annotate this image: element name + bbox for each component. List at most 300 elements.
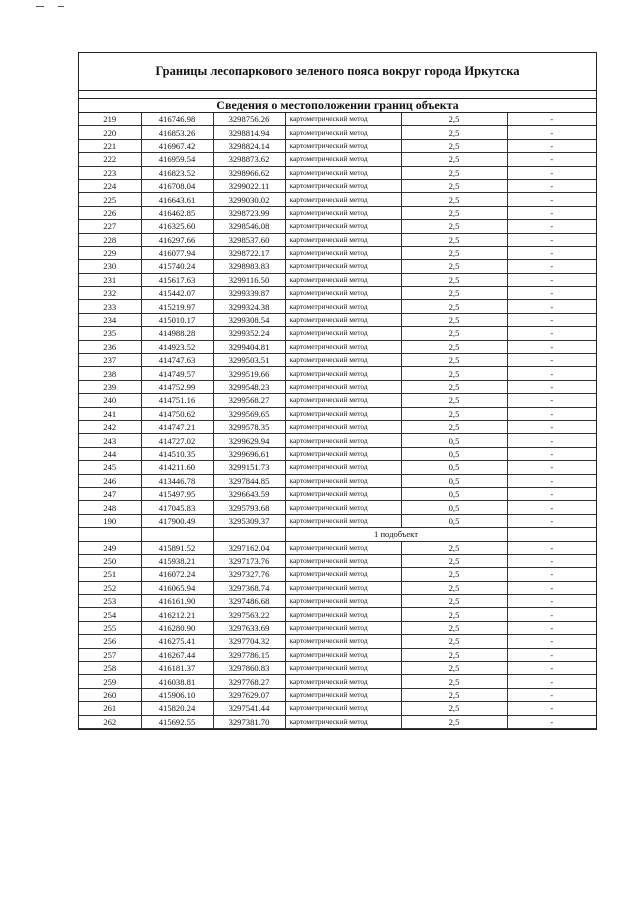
determination-method-cell: картометрический метод (285, 327, 401, 340)
x-coordinate-cell: 415442.07 (141, 287, 213, 300)
accuracy-value-cell: 2,5 (401, 688, 507, 701)
x-coordinate-cell: 416967.42 (141, 139, 213, 152)
accuracy-value-cell: 2,5 (401, 407, 507, 420)
x-coordinate-cell: 414747.21 (141, 420, 213, 433)
table-row (79, 554, 596, 567)
table-row (79, 702, 596, 715)
accuracy-value-cell: 2,5 (401, 206, 507, 219)
x-coordinate-cell: 416275.41 (141, 635, 213, 648)
extra-value-cell: - (507, 554, 596, 567)
determination-method-cell: картометрический метод (285, 621, 401, 634)
extra-value-cell: - (507, 126, 596, 139)
determination-method-cell: картометрический метод (285, 407, 401, 420)
accuracy-value-cell: 2,5 (401, 246, 507, 259)
extra-value-cell: - (507, 675, 596, 688)
y-coordinate-cell: 3297768.27 (213, 675, 285, 688)
extra-value-cell: - (507, 474, 596, 487)
determination-method-cell: картометрический метод (285, 367, 401, 380)
point-number-cell: 251 (79, 568, 141, 581)
accuracy-value-cell: 2,5 (401, 648, 507, 661)
y-coordinate-cell: 3298824.14 (213, 139, 285, 152)
accuracy-value-cell: 2,5 (401, 581, 507, 594)
point-number-cell: 237 (79, 354, 141, 367)
accuracy-value-cell: 2,5 (401, 420, 507, 433)
accuracy-value-cell: 2,5 (401, 675, 507, 688)
y-coordinate-cell: 3298546.08 (213, 220, 285, 233)
table-row (79, 206, 596, 219)
point-number-cell: 254 (79, 608, 141, 621)
y-coordinate-cell: 3297629.07 (213, 688, 285, 701)
determination-method-cell: картометрический метод (285, 354, 401, 367)
point-number-cell: 229 (79, 246, 141, 259)
table-row (79, 126, 596, 139)
accuracy-value-cell: 2,5 (401, 621, 507, 634)
point-number-cell: 260 (79, 688, 141, 701)
x-coordinate-cell: 415219.97 (141, 300, 213, 313)
determination-method-cell: картометрический метод (285, 514, 401, 527)
x-coordinate-cell: 416823.52 (141, 166, 213, 179)
determination-method-cell: картометрический метод (285, 474, 401, 487)
extra-value-cell: - (507, 648, 596, 661)
table-row (79, 407, 596, 420)
y-coordinate-cell: 3299519.66 (213, 367, 285, 380)
extra-value-cell: - (507, 621, 596, 634)
point-number-cell: 244 (79, 447, 141, 460)
point-number-cell: 252 (79, 581, 141, 594)
y-coordinate-cell: 3297844.85 (213, 474, 285, 487)
table-row (79, 367, 596, 380)
table-row (79, 166, 596, 179)
table-row (79, 233, 596, 246)
accuracy-value-cell: 2,5 (401, 166, 507, 179)
determination-method-cell: картометрический метод (285, 313, 401, 326)
determination-method-cell: картометрический метод (285, 193, 401, 206)
accuracy-value-cell: 0,5 (401, 487, 507, 500)
point-number-cell: 228 (79, 233, 141, 246)
y-coordinate-cell: 3297327.76 (213, 568, 285, 581)
y-coordinate-cell: 3298722.17 (213, 246, 285, 259)
extra-value-cell: - (507, 327, 596, 340)
x-coordinate-cell: 415010.17 (141, 313, 213, 326)
extra-value-cell: - (507, 461, 596, 474)
x-coordinate-cell: 416280.90 (141, 621, 213, 634)
x-coordinate-cell: 414747.63 (141, 354, 213, 367)
extra-value-cell: - (507, 394, 596, 407)
y-coordinate-cell: 3299568.27 (213, 394, 285, 407)
table-row (79, 635, 596, 648)
extra-value-cell: - (507, 246, 596, 259)
extra-value-cell: - (507, 153, 596, 166)
x-coordinate-cell: 414727.02 (141, 434, 213, 447)
y-coordinate-cell: 3297381.70 (213, 715, 285, 728)
determination-method-cell: картометрический метод (285, 541, 401, 554)
x-coordinate-cell: 415938.21 (141, 554, 213, 567)
accuracy-value-cell: 2,5 (401, 260, 507, 273)
extra-value-cell: - (507, 487, 596, 500)
accuracy-value-cell: 2,5 (401, 313, 507, 326)
y-coordinate-cell: 3295793.68 (213, 501, 285, 514)
point-number-cell: 234 (79, 313, 141, 326)
extra-value-cell: - (507, 139, 596, 152)
determination-method-cell: картометрический метод (285, 648, 401, 661)
table-row (79, 394, 596, 407)
accuracy-value-cell: 2,5 (401, 662, 507, 675)
extra-value-cell: - (507, 113, 596, 126)
table-row (79, 153, 596, 166)
point-number-cell: 256 (79, 635, 141, 648)
accuracy-value-cell: 2,5 (401, 327, 507, 340)
determination-method-cell: картометрический метод (285, 139, 401, 152)
table-row (79, 514, 596, 527)
accuracy-value-cell: 2,5 (401, 380, 507, 393)
x-coordinate-cell: 415891.52 (141, 541, 213, 554)
point-number-cell: 238 (79, 367, 141, 380)
x-coordinate-cell: 415740.24 (141, 260, 213, 273)
table-row (79, 461, 596, 474)
subobject-empty-cell (213, 528, 285, 541)
determination-method-cell: картометрический метод (285, 220, 401, 233)
y-coordinate-cell: 3299030.02 (213, 193, 285, 206)
point-number-cell: 221 (79, 139, 141, 152)
table-row (79, 327, 596, 340)
point-number-cell: 250 (79, 554, 141, 567)
table-row (79, 113, 596, 126)
accuracy-value-cell: 0,5 (401, 434, 507, 447)
determination-method-cell: картометрический метод (285, 595, 401, 608)
point-number-cell: 241 (79, 407, 141, 420)
point-number-cell: 236 (79, 340, 141, 353)
scan-mark (58, 6, 64, 7)
table-row (79, 193, 596, 206)
point-number-cell: 225 (79, 193, 141, 206)
subobject-empty-cell (79, 528, 141, 541)
x-coordinate-cell: 414749.57 (141, 367, 213, 380)
point-number-cell: 247 (79, 487, 141, 500)
extra-value-cell: - (507, 340, 596, 353)
determination-method-cell: картометрический метод (285, 461, 401, 474)
extra-value-cell: - (507, 179, 596, 192)
point-number-cell: 231 (79, 273, 141, 286)
extra-value-cell: - (507, 702, 596, 715)
determination-method-cell: картометрический метод (285, 380, 401, 393)
point-number-cell: 230 (79, 260, 141, 273)
extra-value-cell: - (507, 313, 596, 326)
extra-value-cell: - (507, 434, 596, 447)
extra-value-cell: - (507, 380, 596, 393)
table-row (79, 568, 596, 581)
point-number-cell: 255 (79, 621, 141, 634)
table-row (79, 313, 596, 326)
x-coordinate-cell: 415692.55 (141, 715, 213, 728)
accuracy-value-cell: 0,5 (401, 461, 507, 474)
point-number-cell: 253 (79, 595, 141, 608)
y-coordinate-cell: 3299503.51 (213, 354, 285, 367)
accuracy-value-cell: 2,5 (401, 153, 507, 166)
x-coordinate-cell: 416072.24 (141, 568, 213, 581)
y-coordinate-cell: 3298723.99 (213, 206, 285, 219)
accuracy-value-cell: 2,5 (401, 220, 507, 233)
point-number-cell: 249 (79, 541, 141, 554)
accuracy-value-cell: 2,5 (401, 287, 507, 300)
subobject-empty-cell (507, 528, 596, 541)
accuracy-value-cell: 2,5 (401, 715, 507, 728)
extra-value-cell: - (507, 541, 596, 554)
extra-value-cell: - (507, 420, 596, 433)
x-coordinate-cell: 416708.04 (141, 179, 213, 192)
subobject-label: 1 подобъект (285, 528, 507, 541)
extra-value-cell: - (507, 595, 596, 608)
determination-method-cell: картометрический метод (285, 287, 401, 300)
accuracy-value-cell: 2,5 (401, 193, 507, 206)
point-number-cell: 242 (79, 420, 141, 433)
x-coordinate-cell: 417900.49 (141, 514, 213, 527)
y-coordinate-cell: 3297162.04 (213, 541, 285, 554)
table-row (79, 474, 596, 487)
determination-method-cell: картометрический метод (285, 581, 401, 594)
point-number-cell: 220 (79, 126, 141, 139)
table-row (79, 541, 596, 554)
y-coordinate-cell: 3297173.76 (213, 554, 285, 567)
table-row (79, 648, 596, 661)
x-coordinate-cell: 416297.66 (141, 233, 213, 246)
extra-value-cell: - (507, 688, 596, 701)
extra-value-cell: - (507, 662, 596, 675)
table-row (79, 608, 596, 621)
accuracy-value-cell: 2,5 (401, 541, 507, 554)
accuracy-value-cell: 0,5 (401, 447, 507, 460)
accuracy-value-cell: 2,5 (401, 354, 507, 367)
table-row (79, 420, 596, 433)
x-coordinate-cell: 414510.35 (141, 447, 213, 460)
accuracy-value-cell: 2,5 (401, 179, 507, 192)
extra-value-cell: - (507, 635, 596, 648)
determination-method-cell: картометрический метод (285, 662, 401, 675)
y-coordinate-cell: 3299548.23 (213, 380, 285, 393)
determination-method-cell: картометрический метод (285, 394, 401, 407)
accuracy-value-cell: 2,5 (401, 233, 507, 246)
y-coordinate-cell: 3298966.62 (213, 166, 285, 179)
table-row (79, 688, 596, 701)
x-coordinate-cell: 417045.83 (141, 501, 213, 514)
x-coordinate-cell: 416325.60 (141, 220, 213, 233)
x-coordinate-cell: 415820.24 (141, 702, 213, 715)
accuracy-value-cell: 2,5 (401, 554, 507, 567)
point-number-cell: 257 (79, 648, 141, 661)
x-coordinate-cell: 416077.94 (141, 246, 213, 259)
point-number-cell: 222 (79, 153, 141, 166)
point-number-cell: 245 (79, 461, 141, 474)
section-subtitle: Сведения о местоположении границ объекта (79, 99, 596, 113)
y-coordinate-cell: 3298873.62 (213, 153, 285, 166)
y-coordinate-cell: 3295309.37 (213, 514, 285, 527)
table-row (79, 715, 596, 728)
accuracy-value-cell: 0,5 (401, 514, 507, 527)
determination-method-cell: картометрический метод (285, 420, 401, 433)
extra-value-cell: - (507, 260, 596, 273)
boundary-document (78, 52, 597, 730)
table-row (79, 287, 596, 300)
x-coordinate-cell: 416959.54 (141, 153, 213, 166)
accuracy-value-cell: 2,5 (401, 595, 507, 608)
extra-value-cell: - (507, 206, 596, 219)
point-number-cell: 224 (79, 179, 141, 192)
table-row (79, 246, 596, 259)
determination-method-cell: картометрический метод (285, 568, 401, 581)
y-coordinate-cell: 3296643.59 (213, 487, 285, 500)
point-number-cell: 261 (79, 702, 141, 715)
determination-method-cell: картометрический метод (285, 608, 401, 621)
table-row (79, 501, 596, 514)
extra-value-cell: - (507, 233, 596, 246)
y-coordinate-cell: 3299578.35 (213, 420, 285, 433)
y-coordinate-cell: 3299151.73 (213, 461, 285, 474)
extra-value-cell: - (507, 514, 596, 527)
table-row (79, 220, 596, 233)
y-coordinate-cell: 3299324.38 (213, 300, 285, 313)
accuracy-value-cell: 2,5 (401, 113, 507, 126)
x-coordinate-cell: 416038.81 (141, 675, 213, 688)
table-row (79, 621, 596, 634)
accuracy-value-cell: 2,5 (401, 367, 507, 380)
x-coordinate-cell: 416065.94 (141, 581, 213, 594)
x-coordinate-cell: 415617.63 (141, 273, 213, 286)
determination-method-cell: картометрический метод (285, 554, 401, 567)
y-coordinate-cell: 3297563.22 (213, 608, 285, 621)
y-coordinate-cell: 3297860.83 (213, 662, 285, 675)
y-coordinate-cell: 3297704.32 (213, 635, 285, 648)
determination-method-cell: картометрический метод (285, 273, 401, 286)
extra-value-cell: - (507, 193, 596, 206)
accuracy-value-cell: 2,5 (401, 702, 507, 715)
determination-method-cell: картометрический метод (285, 447, 401, 460)
table-row (79, 139, 596, 152)
table-row (79, 380, 596, 393)
extra-value-cell: - (507, 568, 596, 581)
extra-value-cell: - (507, 608, 596, 621)
point-number-cell: 227 (79, 220, 141, 233)
y-coordinate-cell: 3299116.50 (213, 273, 285, 286)
extra-value-cell: - (507, 166, 596, 179)
table-row (79, 447, 596, 460)
x-coordinate-cell: 415906.10 (141, 688, 213, 701)
extra-value-cell: - (507, 220, 596, 233)
y-coordinate-cell: 3297633.69 (213, 621, 285, 634)
subobject-empty-cell (141, 528, 213, 541)
accuracy-value-cell: 2,5 (401, 300, 507, 313)
determination-method-cell: картометрический метод (285, 688, 401, 701)
determination-method-cell: картометрический метод (285, 300, 401, 313)
point-number-cell: 232 (79, 287, 141, 300)
accuracy-value-cell: 0,5 (401, 501, 507, 514)
point-number-cell: 233 (79, 300, 141, 313)
table-row (79, 434, 596, 447)
y-coordinate-cell: 3299339.87 (213, 287, 285, 300)
table-row (79, 179, 596, 192)
x-coordinate-cell: 416853.26 (141, 126, 213, 139)
point-number-cell: 226 (79, 206, 141, 219)
x-coordinate-cell: 414988.28 (141, 327, 213, 340)
x-coordinate-cell: 415497.95 (141, 487, 213, 500)
point-number-cell: 190 (79, 514, 141, 527)
x-coordinate-cell: 416181.37 (141, 662, 213, 675)
determination-method-cell: картометрический метод (285, 126, 401, 139)
extra-value-cell: - (507, 300, 596, 313)
y-coordinate-cell: 3299404.81 (213, 340, 285, 353)
determination-method-cell: картометрический метод (285, 434, 401, 447)
y-coordinate-cell: 3299696.61 (213, 447, 285, 460)
determination-method-cell: картометрический метод (285, 166, 401, 179)
determination-method-cell: картометрический метод (285, 113, 401, 126)
determination-method-cell: картометрический метод (285, 179, 401, 192)
x-coordinate-cell: 416267.44 (141, 648, 213, 661)
y-coordinate-cell: 3299308.54 (213, 313, 285, 326)
extra-value-cell: - (507, 273, 596, 286)
y-coordinate-cell: 3298756.26 (213, 113, 285, 126)
determination-method-cell: картометрический метод (285, 715, 401, 728)
accuracy-value-cell: 0,5 (401, 474, 507, 487)
coordinates-table (79, 113, 596, 729)
accuracy-value-cell: 2,5 (401, 139, 507, 152)
point-number-cell: 258 (79, 662, 141, 675)
point-number-cell: 240 (79, 394, 141, 407)
y-coordinate-cell: 3299629.94 (213, 434, 285, 447)
point-number-cell: 223 (79, 166, 141, 179)
determination-method-cell: картометрический метод (285, 260, 401, 273)
y-coordinate-cell: 3297541.44 (213, 702, 285, 715)
determination-method-cell: картометрический метод (285, 340, 401, 353)
determination-method-cell: картометрический метод (285, 233, 401, 246)
document-title: Границы лесопаркового зеленого пояса вокруг города Иркутска (79, 53, 596, 91)
determination-method-cell: картометрический метод (285, 501, 401, 514)
table-row (79, 260, 596, 273)
subobject-row (79, 528, 596, 541)
y-coordinate-cell: 3297368.74 (213, 581, 285, 594)
accuracy-value-cell: 2,5 (401, 394, 507, 407)
table-row (79, 487, 596, 500)
accuracy-value-cell: 2,5 (401, 126, 507, 139)
extra-value-cell: - (507, 581, 596, 594)
accuracy-value-cell: 2,5 (401, 273, 507, 286)
point-number-cell: 235 (79, 327, 141, 340)
x-coordinate-cell: 413446.78 (141, 474, 213, 487)
determination-method-cell: картометрический метод (285, 675, 401, 688)
determination-method-cell: картометрический метод (285, 246, 401, 259)
scan-mark (36, 6, 44, 7)
extra-value-cell: - (507, 287, 596, 300)
accuracy-value-cell: 2,5 (401, 340, 507, 353)
x-coordinate-cell: 414923.52 (141, 340, 213, 353)
table-row (79, 581, 596, 594)
x-coordinate-cell: 414751.16 (141, 394, 213, 407)
x-coordinate-cell: 414752.99 (141, 380, 213, 393)
determination-method-cell: картометрический метод (285, 206, 401, 219)
x-coordinate-cell: 416746.98 (141, 113, 213, 126)
accuracy-value-cell: 2,5 (401, 635, 507, 648)
y-coordinate-cell: 3298537.60 (213, 233, 285, 246)
y-coordinate-cell: 3297486.68 (213, 595, 285, 608)
table-row (79, 273, 596, 286)
y-coordinate-cell: 3299352.24 (213, 327, 285, 340)
x-coordinate-cell: 416212.21 (141, 608, 213, 621)
accuracy-value-cell: 2,5 (401, 608, 507, 621)
y-coordinate-cell: 3299022.11 (213, 179, 285, 192)
y-coordinate-cell: 3299569.65 (213, 407, 285, 420)
point-number-cell: 259 (79, 675, 141, 688)
point-number-cell: 246 (79, 474, 141, 487)
x-coordinate-cell: 416643.61 (141, 193, 213, 206)
extra-value-cell: - (507, 715, 596, 728)
extra-value-cell: - (507, 407, 596, 420)
